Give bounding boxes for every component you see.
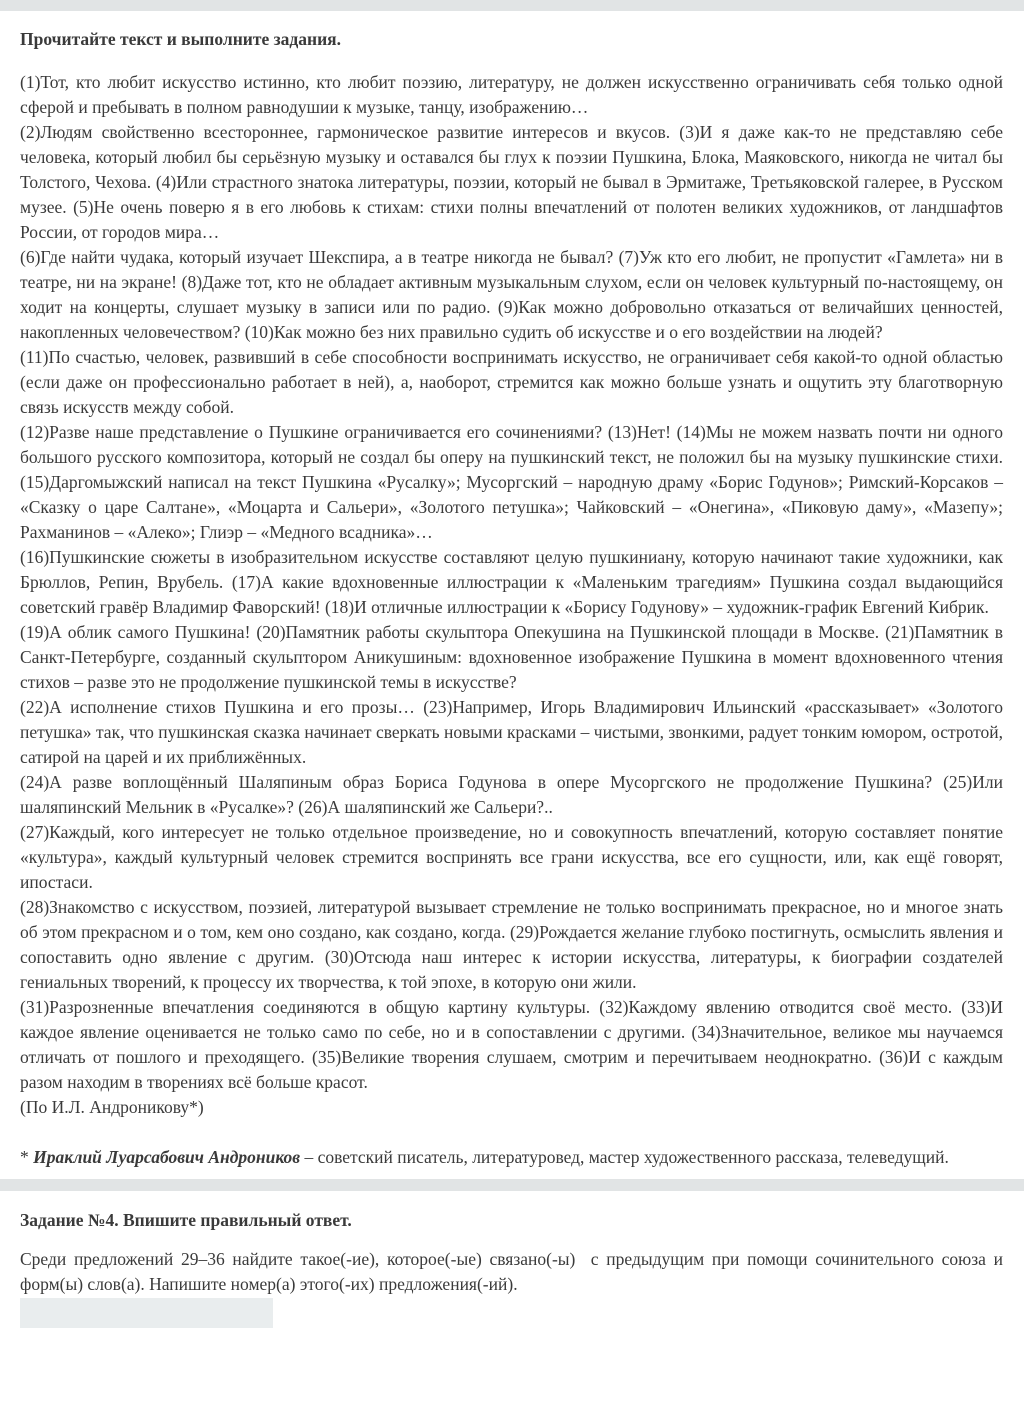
text-paragraph: (16)Пушкинские сюжеты в изобразительном искусстве составляют целую пушкиниану, которую начинают такие художники, как Брюллов, Репин, Врубель. (17)А какие вдохновенные иллюстрации к «Маленьким трагедиям» Пушкина создал выдающийся советский гравёр Владимир Фаворский! (18)И отличные иллюстрации к «Борису Годунову» – художник-график Евгений Кибрик.: [20, 547, 1003, 617]
footnote-description: – советский писатель, литературовед, мастер художественного рассказа, телеведущий.: [300, 1147, 949, 1167]
text-paragraph: (27)Каждый, кого интересует не только отдельное произведение, но и совокупность впечатлений, которую составляет понятие «культура», каждый культурный человек стремится воспринять все грани искусства, все его сущности, или, как ещё говорят, ипостаси.: [20, 822, 1003, 892]
section-divider-bar: [0, 1179, 1024, 1191]
text-paragraph: (1)Тот, кто любит искусство истинно, кто любит поэзию, литературу, не должен искусственно ограничивать себя только одной сферой и пребывать в полном равнодушии к музыке, танцу, изображению…: [20, 72, 1003, 117]
reading-text: [20, 70, 1003, 1120]
top-divider-bar: [0, 0, 1024, 11]
reading-section: [0, 27, 1024, 1170]
text-paragraph: (22)А исполнение стихов Пушкина и его прозы… (23)Например, Игорь Владимирович Ильинский «рассказывает» «Золотого петушка» так, что пушкинская сказка начинает сверкать новыми красками – чистыми, звонкими, радует тонким юмором, остротой, сатирой на царей и их приближённых.: [20, 697, 1003, 767]
answer-input[interactable]: [20, 1298, 273, 1328]
text-paragraph: (12)Разве наше представление о Пушкине ограничивается его сочинениями? (13)Нет! (14)Мы не можем назвать почти ни одного большого русского композитора, который не создал бы оперу на пушкинский текст, не положил бы на музыку пушкинские стихи. (15)Даргомыжский написал на текст Пушкина «Русалку»; Мусоргский – народную драму «Борис Годунов»; Римский-Корсаков – «Сказку о царе Салтане», «Моцарта и Сальери», «Золотого петушка»; Чайковский – «Онегина», «Пиковую даму», «Мазепу»; Рахманинов – «Алеко»; Глиэр – «Медного всадника»…: [20, 422, 1003, 542]
text-paragraph: (28)Знакомство с искусством, поэзией, литературой вызывает стремление не только воспринимать прекрасное, но и многое знать об этом прекрасном и о том, кем оно создано, как создано, когда. (29)Рождается желание глубоко постигнуть, осмыслить явления и сопоставить одно явление с другим. (30)Отсюда наш интерес к истории искусства, литературы, к биографии создателей гениальных творений, к процессу их творчества, к той эпохе, в которую они жили.: [20, 897, 1003, 992]
text-paragraph: (11)По счастью, человек, развивший в себе способности воспринимать искусство, не ограничивает себя какой-то одной областью (если даже он профессионально работает в ней), а, наоборот, стремится как можно больше узнать и ощутить эту благотворную связь искусств между собой.: [20, 347, 1003, 417]
text-paragraph: (31)Разрозненные впечатления соединяются в общую картину культуры. (32)Каждому явлению отводится своё место. (33)И каждое явление оценивается не только само по себе, но и в сопоставлении с другими. (34)Значительное, великое мы научаемся отличать от пошлого и преходящего. (35)Великие творения слушаем, смотрим и перечитываем неоднократно. (36)И с каждым разом находим в творениях всё больше красот.: [20, 997, 1003, 1092]
attribution: (По И.Л. Андроникову*): [20, 1097, 204, 1117]
footnote-author: Ираклий Луарсабович Андроников: [33, 1147, 301, 1167]
text-paragraph: (6)Где найти чудака, который изучает Шекспира, а в театре никогда не бывал? (7)Уж кто его любит, не пропустит «Гамлета» ни в театре, ни на экране! (8)Даже тот, кто не обладает активным музыкальным слухом, если он человек культурный по-настоящему, он ходит на концерты, слушает музыку в записи или по радио. (9)Как можно добровольно отказаться от величайших ценностей, накопленных человечеством? (10)Как можно без них правильно судить об искусстве и о его воздействии на людей?: [20, 247, 1003, 342]
text-paragraph: (24)А разве воплощённый Шаляпиным образ Бориса Годунова в опере Мусоргского не продолжение Пушкина? (25)Или шаляпинский Мельник в «Русалке»? (26)А шаляпинский же Сальери?..: [20, 772, 1003, 817]
footnote: [20, 1145, 1003, 1170]
task-section: [0, 1208, 1024, 1328]
task-instruction: Среди предложений 29–36 найдите такое(-ие), которое(-ые) связано(-ы) с предыдущим при помощи сочинительного союза и форм(ы) слов(а). Напишите номер(а) этого(-их) предложения(-ий).: [20, 1249, 1003, 1294]
text-paragraph: (19)А облик самого Пушкина! (20)Памятник работы скульптора Опекушина на Пушкинской площади в Москве. (21)Памятник в Санкт-Петербурге, созданный скульптором Аникушиным: вдохновенное изображение Пушкина в момент вдохновенного чтения стихов – разве это не продолжение пушкинской темы в искусстве?: [20, 622, 1003, 692]
footnote-marker: *: [20, 1147, 34, 1167]
reading-instruction-title: Прочитайте текст и выполните задания.: [20, 29, 342, 49]
task-title: Задание №4. Впишите правильный ответ.: [20, 1210, 352, 1230]
text-paragraph: (2)Людям свойственно всестороннее, гармоническое развитие интересов и вкусов. (3)И я даже как-то не представляю себе человека, который любил бы серьёзную музыку и оставался бы глух к поэзии Пушкина, Блока, Маяковского, никогда не читал бы Толстого, Чехова. (4)Или страстного знатока литературы, поэзии, который не бывал в Эрмитаже, Третьяковской галерее, в Русском музее. (5)Не очень поверю я в его любовь к стихам: стихи полны впечатлений от полотен великих художников, от ландшафтов России, от городов мира…: [20, 122, 1003, 242]
